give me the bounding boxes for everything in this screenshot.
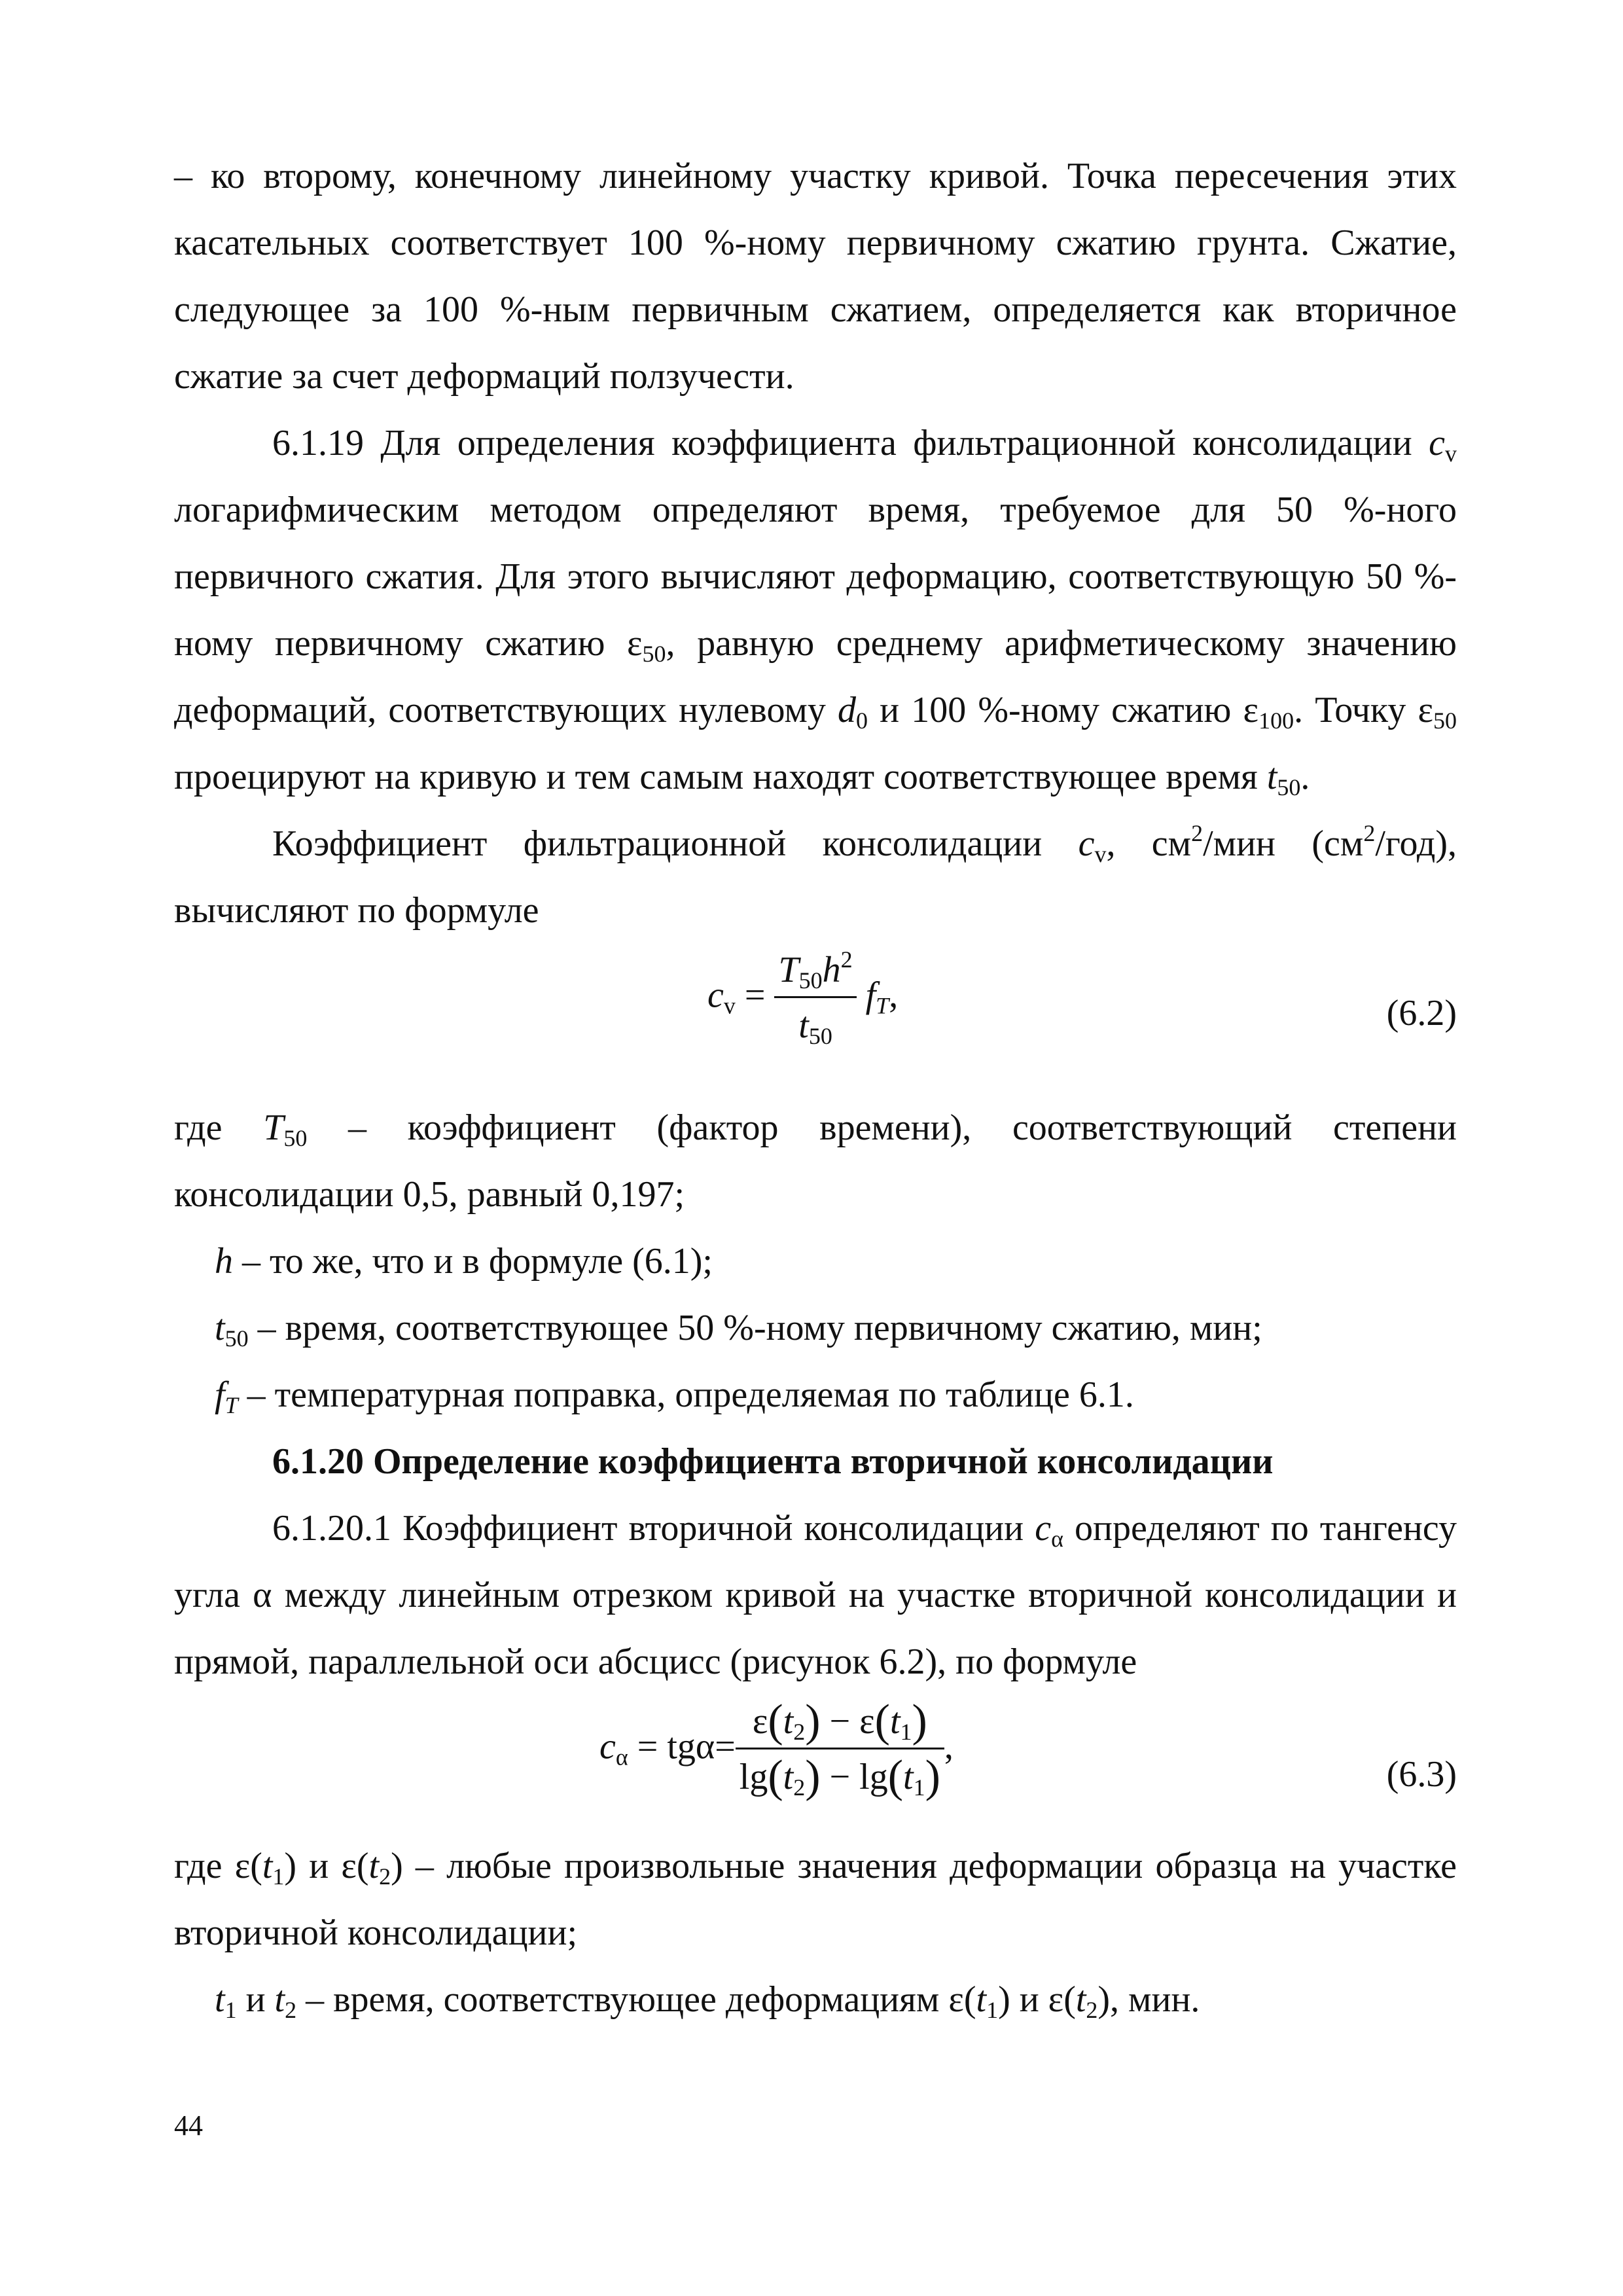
paragraph-6-1-19: 6.1.19 Для определения коэффициента фильтрационной консолидации $c_v$ логарифмическим методом определяют время, требуемое для 50 %-ного первичного сжатия. Для этого вычисляют деформацию, соответствующую 50 %-ному первичному сжатию $\varepsilon_{50}$, равную среднему арифметическому значению деформаций, соответствующих нулевому $d_0$ и 100 %-ному сжатию $\varepsilon_{100}$. Точку $\varepsilon_{50}$ проецируют на кривую и тем самым находят соответствующее время $t_{50}$. xyxy=(174,423,1457,800)
page-number: 44 xyxy=(174,2109,203,2142)
equation-number-6-2: (6.2) xyxy=(1386,993,1457,1033)
formula-6-2-expression: $c_v$ = $\frac{T_{50}h^2}{t_{50}}$ $f_T$, xyxy=(707,944,898,1053)
definition-t1-t2: $t_1$ и $t_2$ – время, соответствующее деформациям $\varepsilon(t_1)$ и $\varepsilon(t_2)$, мин. xyxy=(215,1979,1200,2023)
paragraph-coefficient: Коэффициент фильтрационной консолидации $c_v$, $см^2$/мин $(см^2/год)$, вычисляют по формуле xyxy=(174,820,1457,931)
formula-6-3-expression: $c_\alpha = tg\alpha=$ $\frac{\varepsilon(t_2) - \varepsilon(t_1)}{\lg(t_2) - \lg(t_1)}$ , xyxy=(599,1695,954,1804)
definition-h: h – то же, что и в формуле (6.1); xyxy=(215,1241,713,1282)
body-text xyxy=(174,143,1457,2033)
formula-6-2 xyxy=(174,944,1457,1094)
paragraph-continuation: – ко второму, конечному линейному участку кривой. Точка пересечения этих касательных соответствует 100 %-ному первичному сжатию грунта. Сжатие, следующее за 100 %-ным первичным сжатием, определяется как вторичное сжатие за счет деформаций ползучести. xyxy=(174,156,1457,397)
definition-eps: где $\varepsilon(t_1)$ и $\varepsilon(t_2)$ – любые произвольные значения деформации образца на участке вторичной консолидации; xyxy=(174,1846,1457,1953)
definition-fT: $f_T$ – температурная поправка, определяемая по таблице 6.1. xyxy=(215,1374,1134,1418)
paragraph-6-1-20-1: 6.1.20.1 Коэффициент вторичной консолидации $c_\alpha$ определяют по тангенсу угла α между линейным отрезком кривой на участке вторичной консолидации и прямой, параллельной оси абсцисс (рисунок 6.2), по формуле xyxy=(174,1508,1457,1682)
definition-T50: где $T_{50}$ – коэффициент (фактор времени), соответствующий степени консолидации 0,5, равный 0,197; xyxy=(174,1107,1457,1215)
definition-t50: $t_{50}$ – время, соответствующее 50 %-ному первичному сжатию, мин; xyxy=(215,1308,1262,1352)
formula-6-3-fraction: $\frac{\varepsilon(t_2) - \varepsilon(t_1)}{\lg(t_2) - \lg(t_1)}$ xyxy=(736,1695,944,1804)
formula-6-2-fraction: $\frac{T_{50}h^2}{t_{50}}$ xyxy=(774,944,856,1053)
equation-number-6-3: (6.3) xyxy=(1386,1754,1457,1795)
formula-6-3 xyxy=(174,1695,1457,1833)
section-heading-6-1-20: 6.1.20 Определение коэффициента вторичной консолидации xyxy=(272,1441,1274,1482)
